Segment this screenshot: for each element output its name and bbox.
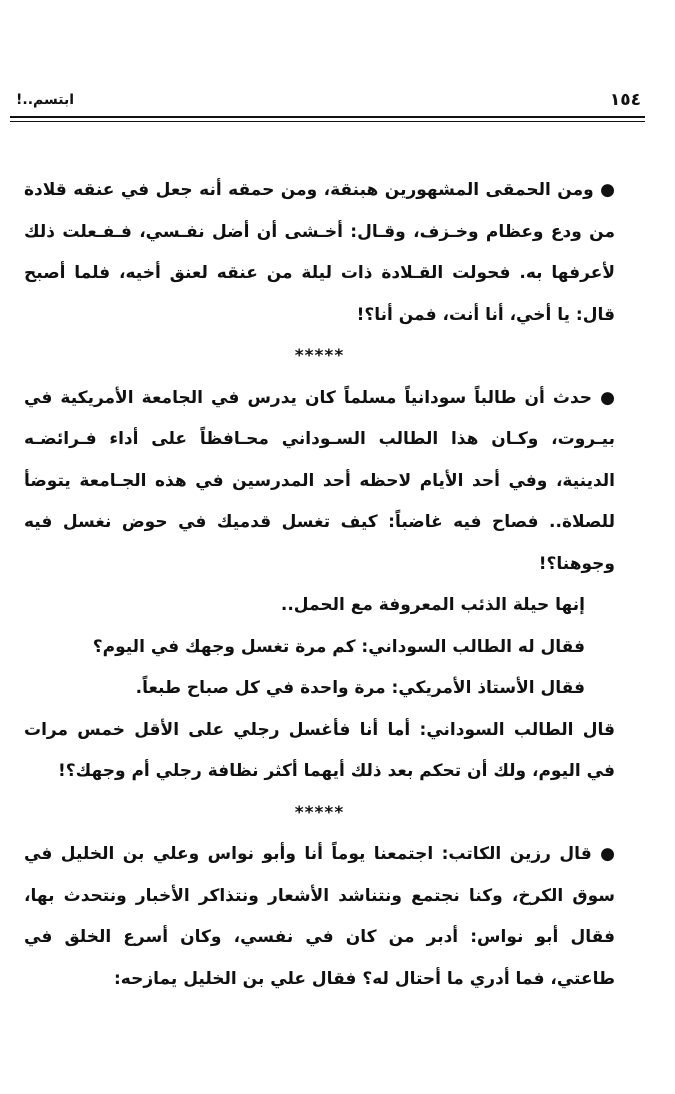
paragraph-razin-katib: ● قال رزين الكاتب: اجتمعنا يوماً أنا وأبو نواس وعلي بن الخليل في سوق الكرخ، وكنا نجتمع ونتناشد الأشعار ونتذاكر الأخبار ونتحدث بها، فقال أبو نواس: أدبر من كان في نفسي، وكان أسرع الخلق في طاعتي، فما أدري ما أحتال له؟ فقال علي بن الخليل يمازحه:	[24, 844, 615, 989]
paragraph-wolf-trick: إنها حيلة الذئب المعروفة مع الحمل..	[280, 595, 585, 615]
paragraph-student-reply: قال الطالب السوداني: أما أنا فأغسل رجلي على الأقل خمس مرات في اليوم، ولك أن تحكم بعد ذلك أيهما أكثر نظافة رجلي أم وجهك؟!	[24, 719, 615, 781]
paragraph-professor-answer: فقال الأستاذ الأمريكي: مرة واحدة في كل صباح طبعاً.	[135, 678, 585, 698]
section-separator: *****	[294, 346, 345, 366]
paragraph-student-question: فقال له الطالب السوداني: كم مرة تغسل وجهك في اليوم؟	[92, 636, 585, 657]
header-rule-thick	[10, 116, 645, 118]
body-text	[24, 170, 615, 1000]
page-header	[10, 86, 645, 120]
header-rule-thin	[10, 121, 645, 122]
paragraph-sudanese-student: ● حدث أن طالباً سودانياً مسلماً كان يدرس في الجامعة الأمريكية في بيـروت، وكـان هذا الطالب السـوداني محـافظاً على أداء فـرائضـه الدينية، وفي أحد الأيام لاحظه أحد المدرسين في هذه الجـامعة يتوضأ للصلاة.. فصاح فيه غاضباً: كيف تغسل قدميك في حوض نغسل فيه وجوهنا؟!	[24, 387, 615, 574]
paragraph-habanqa: ● ومن الحمقى المشهورين هبنقة، ومن حمقه أنه جعل في عنقه قلادة من ودع وعظام وخـزف، وقـال: أخـشى أن أضل نفـسي، فـفـعلت ذلك لأعرفها به. فحولت القـلادة ذات ليلة من عنقه لعنق أخيه، فلما أصبح قال: يا أخي، أنا أنت، فمن أنا؟!	[24, 180, 615, 325]
section-separator: *****	[294, 802, 345, 823]
page-number: ١٥٤	[609, 90, 641, 110]
running-title: ابتسم..!	[16, 92, 75, 108]
